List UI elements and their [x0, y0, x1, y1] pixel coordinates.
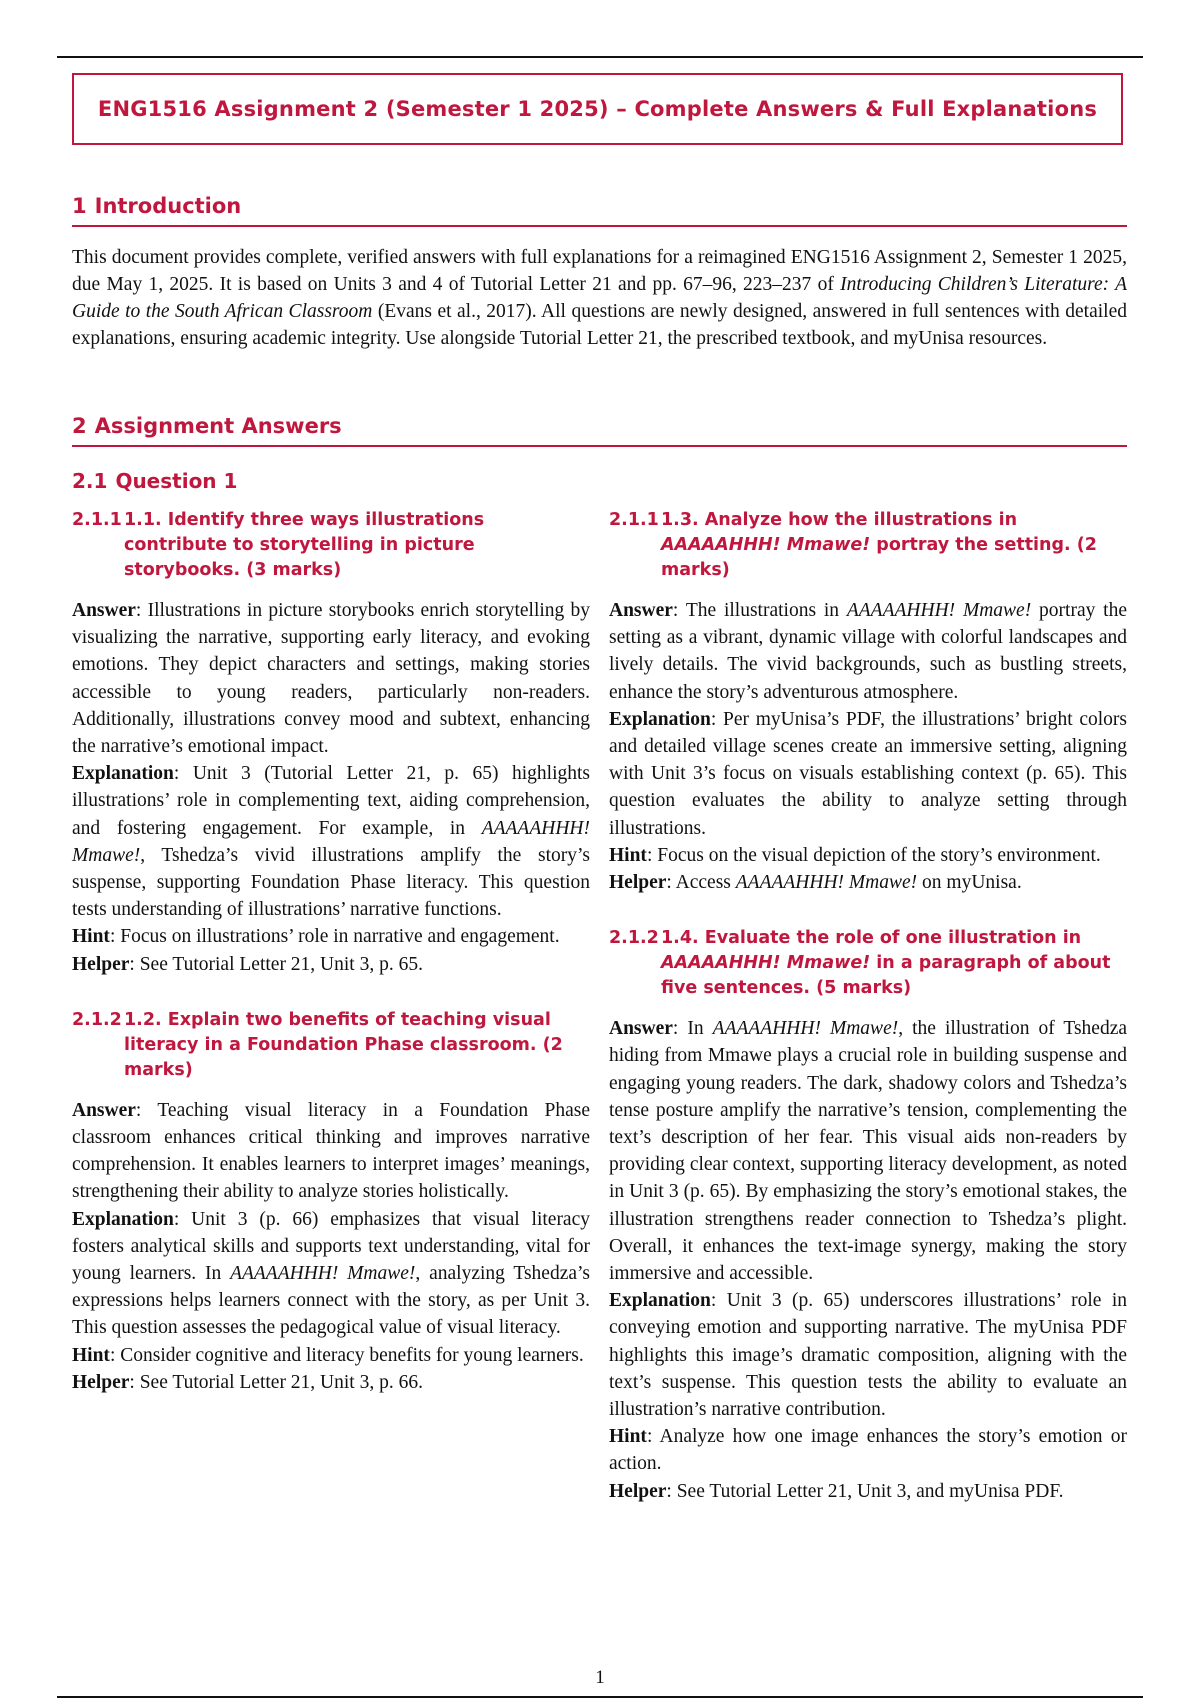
question-number: 2.1.2 — [609, 928, 659, 949]
spacer — [609, 896, 1127, 926]
book-title: AAAAAHHH! Mmawe! — [712, 1018, 899, 1040]
hint-label: Hint — [72, 1344, 110, 1366]
explanation-paragraph — [609, 1287, 1127, 1423]
hint-text: Consider cognitive and literacy benefits for young learners. — [120, 1344, 584, 1366]
question-title: portray the setting. (2 marks) — [661, 535, 1097, 580]
title-box — [72, 73, 1123, 145]
colon: : — [710, 708, 717, 730]
colon: : — [672, 600, 679, 621]
book-title: AAAAAHHH! Mmawe! — [735, 872, 918, 894]
explanation-text: Unit 3 (p. 65) underscores illustrations’ role in conveying emotion and supporting narrative. The myUnisa PDF highlights this image’s dramatic composition, aligning with the text’s suspense. This question tests the ability to evaluate an illustration’s narrative contribution. — [609, 1290, 1128, 1421]
spacer — [72, 978, 590, 1008]
explanation-paragraph — [72, 1206, 590, 1342]
book-title: AAAAAHHH! Mmawe! — [661, 953, 871, 974]
answer-paragraph — [72, 1097, 590, 1206]
question-heading — [72, 1008, 590, 1083]
answer-text: In — [687, 1018, 713, 1040]
colon: : — [666, 872, 672, 894]
hint-label: Hint — [72, 926, 110, 948]
colon: : — [646, 1426, 653, 1448]
helper-text: on myUnisa. — [917, 872, 1022, 894]
section-title: Assignment Answers — [94, 414, 342, 438]
colon: : — [646, 844, 653, 866]
section-title: Introduction — [94, 194, 242, 218]
section-heading-introduction — [72, 194, 1127, 227]
colon: : — [135, 1099, 142, 1121]
book-title: AAAAAHHH! Mmawe! — [72, 817, 590, 866]
hint-text: Focus on the visual depiction of the story’s environment. — [657, 844, 1101, 866]
explanation-label: Explanation — [609, 1290, 711, 1312]
helper-text: Access — [675, 872, 736, 894]
book-title: AAAAAHHH! Mmawe! — [661, 535, 871, 555]
hint-text: Focus on illustrations’ role in narrative and engagement. — [120, 926, 560, 948]
section-number: 2 — [72, 414, 87, 438]
answer-paragraph — [609, 597, 1127, 706]
colon: : — [109, 926, 116, 948]
question-heading — [609, 508, 1127, 583]
book-title: AAAAAHHH! Mmawe! — [846, 600, 1032, 621]
hint-label: Hint — [609, 1426, 647, 1448]
introduction-paragraph — [72, 244, 1127, 352]
answer-text: Illustrations in picture storybooks enrich storytelling by visualizing the narrative, supporting early literacy, and evoking emotions. They depict characters and settings, making stories accessible to young readers, particularly non-readers. Additionally, illustrations convey mood and subtext, enhancing the narrative’s emotional impact. — [72, 600, 591, 758]
helper-text: See Tutorial Letter 21, Unit 3, and myUnisa PDF. — [676, 1480, 1064, 1502]
hint-paragraph — [609, 1423, 1127, 1477]
explanation-text: , analyzing Tshedza’s expressions helps learners connect with the story, as per Unit 3. This question assesses the pedagogical value of visual literacy. — [72, 1263, 591, 1339]
question-heading — [609, 926, 1127, 1001]
question-heading — [72, 508, 590, 583]
explanation-label: Explanation — [72, 1208, 174, 1230]
book-title: AAAAAHHH! Mmawe! — [230, 1263, 416, 1285]
top-rule — [57, 56, 1143, 58]
answer-label: Answer — [72, 1099, 136, 1121]
helper-text: See Tutorial Letter 21, Unit 3, p. 65. — [139, 953, 423, 975]
question-number: 2.1.2 — [72, 1009, 122, 1030]
answer-text: Teaching visual literacy in a Foundation Phase classroom enhances critical thinking and improves narrative comprehension. It enables learners to interpret images’ meanings, strengthening their ability to analyze stories holistically. — [72, 1099, 590, 1203]
intro-text-part: This document provides complete, verified answers with full explanations for a reimagined ENG1516 Assignment 2, Semester 1 2025, due May 1, 2025. It is based on Units 3 and 4 of Tutorial Letter 21 and pp. 67–96, 223–237 of — [72, 247, 1127, 295]
answer-label: Answer — [609, 600, 673, 621]
colon: : — [129, 1371, 135, 1393]
page-number: 1 — [595, 1667, 605, 1688]
hint-paragraph — [72, 923, 590, 950]
hint-text: Analyze how one image enhances the story’s emotion or action. — [609, 1426, 1127, 1475]
colon: : — [710, 1290, 717, 1312]
textbook-title: Introducing Children’s Literature: A Guide to the South African Classroom — [72, 274, 1127, 322]
question-number: 2.1.1 — [609, 510, 659, 530]
helper-paragraph — [609, 869, 1127, 896]
bottom-rule — [57, 1696, 1143, 1698]
explanation-label: Explanation — [609, 708, 711, 730]
helper-label: Helper — [72, 953, 130, 975]
helper-label: Helper — [72, 1371, 130, 1393]
answer-text: portray the setting as a vibrant, dynamic village with colorful landscapes and lively details. The vivid backgrounds, such as bustling streets, enhance the story’s adventurous atmosphere. — [609, 600, 1127, 703]
question-title: 1.4. Evaluate the role of one illustration in — [661, 928, 1082, 949]
question-title: 1.2. Explain two benefits of teaching visual literacy in a Foundation Phase classroom. (2 marks) — [124, 1009, 563, 1080]
document-title: ENG1516 Assignment 2 (Semester 1 2025) – Complete Answers & Full Explanations — [97, 97, 1098, 121]
answer-paragraph — [72, 597, 590, 760]
explanation-paragraph — [609, 706, 1127, 842]
answer-text: , the illustration of Tshedza hiding from Mmawe plays a crucial role in building suspense and engaging young readers. The dark, shadowy colors and Tshedza’s tense posture amplify the narrative’s tension, complementing the text’s description of her fear. This visual aids non-readers by providing clear context, supporting literacy development, as noted in Unit 3 (p. 65). By emphasizing the story’s emotional stakes, the illustration strengthens reader connection to Tshedza’s plight. Overall, it enhances the text-image synergy, making the story immersive and accessible. — [609, 1018, 1128, 1285]
colon: : — [672, 1018, 679, 1040]
helper-paragraph — [72, 951, 590, 978]
intro-text-part: (Evans et al., 2017). All questions are newly designed, answered in full sentences with detailed explanations, ensuring academic integrity. Use alongside Tutorial Letter 21, the prescribed textbook, and myUnisa resources. — [72, 301, 1127, 349]
hint-label: Hint — [609, 844, 647, 866]
answer-paragraph — [609, 1015, 1127, 1287]
subsection-number: 2.1 — [72, 469, 108, 493]
answer-label: Answer — [72, 600, 136, 621]
question-title: in a paragraph of about five sentences. (5 marks) — [661, 953, 1111, 999]
explanation-text: Unit 3 (p. 66) emphasizes that visual literacy fosters analytical skills and supports text understanding, vital for young learners. In — [72, 1208, 590, 1285]
colon: : — [135, 600, 142, 621]
explanation-text: , Tshedza’s vivid illustrations amplify the story’s suspense, supporting Foundation Phase literacy. This question tests understanding of illustrations’ narrative functions. — [72, 844, 590, 921]
colon: : — [109, 1344, 116, 1366]
hint-paragraph — [72, 1342, 590, 1369]
helper-paragraph — [72, 1369, 590, 1396]
answer-label: Answer — [609, 1018, 673, 1040]
helper-paragraph — [609, 1478, 1127, 1505]
right-column — [609, 508, 1127, 1505]
explanation-paragraph — [72, 760, 590, 923]
colon: : — [173, 763, 180, 785]
question-title: 1.3. Analyze how the illustrations in — [661, 510, 1018, 530]
colon: : — [666, 1480, 672, 1502]
explanation-text: Per myUnisa’s PDF, the illustrations’ bright colors and detailed village scenes create an immersive setting, aligning with Unit 3’s focus on visuals establishing context (p. 65). This question evaluates the ability to analyze setting through illustrations. — [609, 708, 1127, 839]
hint-paragraph — [609, 842, 1127, 869]
explanation-label: Explanation — [72, 763, 174, 785]
subsection-heading-question-1 — [72, 469, 237, 493]
section-number: 1 — [72, 194, 87, 218]
question-number: 2.1.1 — [72, 510, 122, 530]
left-column — [72, 508, 590, 1396]
colon: : — [129, 953, 135, 975]
subsection-title: Question 1 — [115, 469, 238, 493]
question-title: 1.1. Identify three ways illustrations contribute to storytelling in picture storybooks. (3 marks) — [124, 510, 485, 580]
helper-text: See Tutorial Letter 21, Unit 3, p. 66. — [139, 1371, 423, 1393]
helper-label: Helper — [609, 1480, 667, 1502]
helper-label: Helper — [609, 872, 667, 894]
explanation-text: Unit 3 (Tutorial Letter 21, p. 65) highlights illustrations’ role in complementing text, aiding comprehension, and fostering engagement. For example, in — [72, 763, 591, 839]
colon: : — [173, 1208, 180, 1230]
answer-text: The illustrations in — [685, 600, 847, 621]
section-heading-assignment-answers — [72, 414, 1127, 447]
